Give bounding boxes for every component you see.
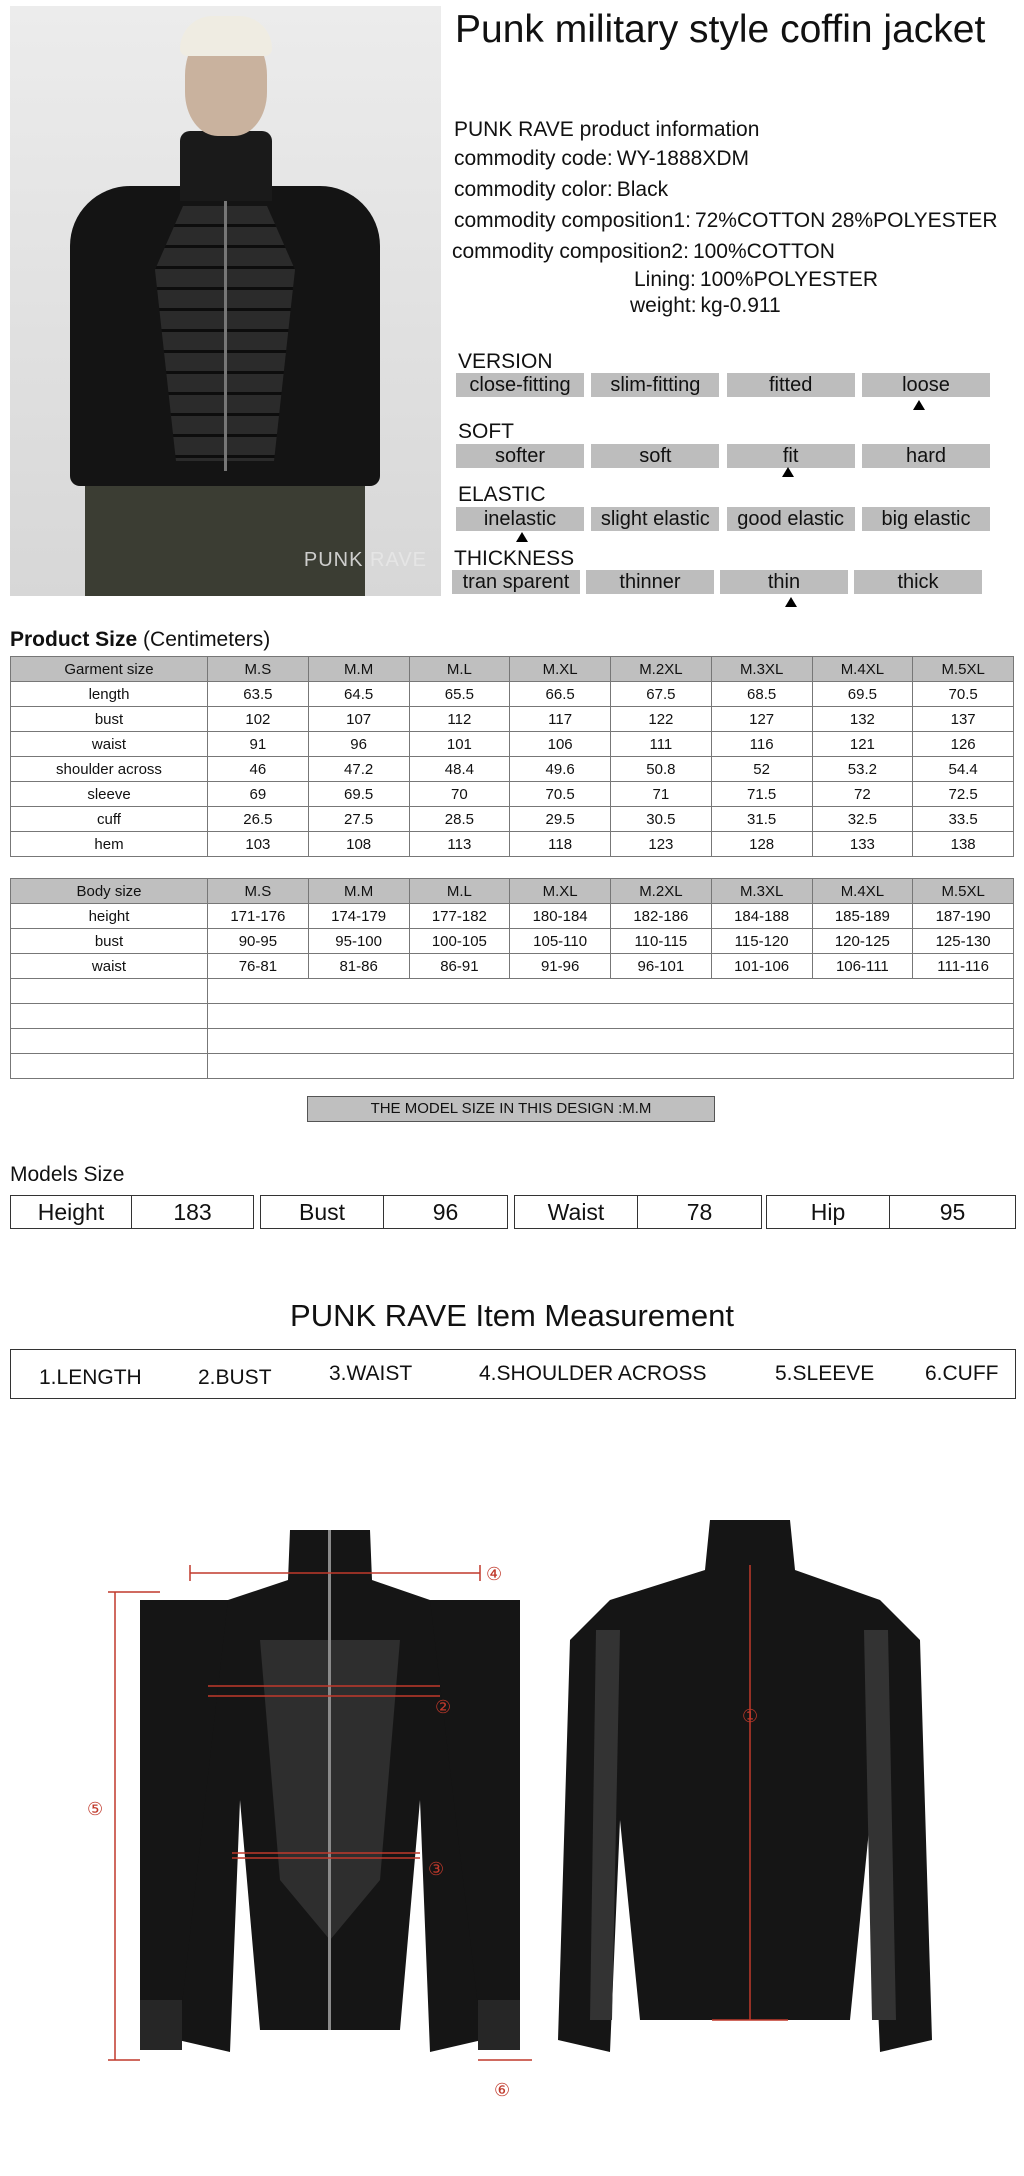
row-label: sleeve — [11, 782, 208, 807]
attr-version-scale — [456, 373, 990, 397]
model-photo — [10, 6, 441, 596]
scale-option: softer — [456, 444, 584, 468]
table-cell: 174-179 — [308, 904, 409, 929]
row-label: length — [11, 682, 208, 707]
scale-option: good elastic — [727, 507, 855, 531]
models-size-value: 78 — [686, 1199, 713, 1225]
selected-marker-icon — [516, 532, 528, 542]
table-header-cell: Garment size — [11, 657, 208, 682]
table-row — [11, 682, 1014, 707]
table-cell: 31.5 — [711, 807, 812, 832]
row-label: hem — [11, 832, 208, 857]
table-row — [11, 832, 1014, 857]
table-row — [11, 757, 1014, 782]
models-size-key: Height — [11, 1196, 132, 1228]
table-cell: 184-188 — [711, 904, 812, 929]
table-cell: 47.2 — [308, 757, 409, 782]
measurement-item: 6.CUFF — [925, 1362, 999, 1385]
scale-option: tran sparent — [452, 570, 580, 594]
table-cell: 122 — [611, 707, 712, 732]
marker-5: ⑤ — [87, 1799, 104, 1820]
info-weight — [630, 294, 781, 318]
table-header-cell: M.3XL — [711, 657, 812, 682]
model-hair — [180, 16, 272, 56]
info-value: kg-0.911 — [700, 294, 781, 317]
table-cell: 120-125 — [812, 929, 913, 954]
table-header-cell: M.5XL — [913, 879, 1014, 904]
empty-cell — [208, 1004, 1014, 1029]
table-cell: 70.5 — [913, 682, 1014, 707]
scale-option: thick — [854, 570, 982, 594]
table-cell: 103 — [208, 832, 309, 857]
info-composition2 — [452, 240, 835, 264]
table-header-cell: M.XL — [510, 879, 611, 904]
table-header-cell: M.2XL — [611, 657, 712, 682]
table-header-cell: M.4XL — [812, 879, 913, 904]
table-cell: 30.5 — [611, 807, 712, 832]
table-cell: 123 — [611, 832, 712, 857]
table-header-row — [11, 879, 1014, 904]
table-cell: 101 — [409, 732, 510, 757]
zipper — [224, 181, 227, 471]
body-size-table — [10, 878, 1014, 1079]
attr-version-label: VERSION — [458, 350, 553, 373]
table-cell: 81-86 — [308, 954, 409, 979]
jacket-back-diagram — [558, 1520, 932, 2052]
table-header-cell: M.3XL — [711, 879, 812, 904]
scale-option: fit — [727, 444, 855, 468]
measurement-item: 4.SHOULDER ACROSS — [479, 1362, 707, 1385]
empty-row — [11, 1029, 1014, 1054]
selected-marker-icon — [785, 597, 797, 607]
scale-option: soft — [591, 444, 719, 468]
table-cell: 132 — [812, 707, 913, 732]
measurement-item: 5.SLEEVE — [775, 1362, 875, 1385]
table-cell: 127 — [711, 707, 812, 732]
table-row — [11, 707, 1014, 732]
attr-elastic-label: ELASTIC — [458, 483, 546, 506]
table-cell: 108 — [308, 832, 409, 857]
scale-option: big elastic — [862, 507, 990, 531]
table-cell: 68.5 — [711, 682, 812, 707]
table-cell: 53.2 — [812, 757, 913, 782]
table-cell: 70 — [409, 782, 510, 807]
empty-cell — [11, 979, 208, 1004]
table-header-cell: M.M — [308, 879, 409, 904]
table-cell: 106 — [510, 732, 611, 757]
jacket-collar — [180, 131, 272, 201]
selected-marker-icon — [913, 400, 925, 410]
table-cell: 105-110 — [510, 929, 611, 954]
empty-cell — [11, 1029, 208, 1054]
table-cell: 111 — [611, 732, 712, 757]
table-cell: 72.5 — [913, 782, 1014, 807]
table-header-cell: M.2XL — [611, 879, 712, 904]
table-header-cell: M.L — [409, 879, 510, 904]
attr-soft-scale — [456, 444, 990, 468]
table-cell: 133 — [812, 832, 913, 857]
row-label: shoulder across — [11, 757, 208, 782]
table-cell: 101-106 — [711, 954, 812, 979]
table-cell: 72 — [812, 782, 913, 807]
table-header-cell: M.S — [208, 879, 309, 904]
info-value: 72%COTTON 28%POLYESTER — [694, 209, 998, 232]
models-size-key: Hip — [767, 1196, 890, 1228]
table-cell: 49.6 — [510, 757, 611, 782]
info-label: weight: — [630, 294, 697, 317]
table-cell: 69 — [208, 782, 309, 807]
empty-cell — [208, 979, 1014, 1004]
empty-cell — [208, 1054, 1014, 1079]
measurement-item: 1.LENGTH — [39, 1366, 142, 1389]
attr-soft-label: SOFT — [458, 420, 514, 443]
table-cell: 115-120 — [711, 929, 812, 954]
table-cell: 171-176 — [208, 904, 309, 929]
info-value: 100%COTTON — [692, 240, 835, 263]
row-label: bust — [11, 929, 208, 954]
table-cell: 91-96 — [510, 954, 611, 979]
models-size-waist — [514, 1195, 762, 1229]
table-cell: 52 — [711, 757, 812, 782]
table-row — [11, 929, 1014, 954]
models-size-label: Models Size — [10, 1163, 125, 1186]
models-size-value: 183 — [173, 1199, 212, 1225]
scale-option: inelastic — [456, 507, 584, 531]
table-cell: 138 — [913, 832, 1014, 857]
table-cell: 187-190 — [913, 904, 1014, 929]
row-label: waist — [11, 954, 208, 979]
empty-row — [11, 1004, 1014, 1029]
table-cell: 125-130 — [913, 929, 1014, 954]
scale-option: fitted — [727, 373, 855, 397]
table-cell: 137 — [913, 707, 1014, 732]
models-size-key: Bust — [261, 1196, 384, 1228]
table-cell: 69.5 — [308, 782, 409, 807]
table-cell: 118 — [510, 832, 611, 857]
attr-elastic-scale — [456, 507, 990, 531]
info-code — [454, 147, 749, 171]
product-size-unit: (Centimeters) — [143, 628, 271, 651]
table-header-cell: M.S — [208, 657, 309, 682]
table-header-cell: M.5XL — [913, 657, 1014, 682]
marker-6: ⑥ — [494, 2080, 511, 2100]
row-label: waist — [11, 732, 208, 757]
scale-option: thinner — [586, 570, 714, 594]
table-cell: 65.5 — [409, 682, 510, 707]
table-cell: 50.8 — [611, 757, 712, 782]
attr-thickness-label: THICKNESS — [454, 547, 575, 570]
marker-1: ① — [742, 1706, 759, 1727]
info-label: commodity composition2: — [452, 240, 689, 263]
table-cell: 71.5 — [711, 782, 812, 807]
scale-option: loose — [862, 373, 990, 397]
table-cell: 90-95 — [208, 929, 309, 954]
measurement-item: 2.BUST — [198, 1366, 272, 1389]
info-lining — [634, 268, 878, 292]
table-cell: 185-189 — [812, 904, 913, 929]
page-title: Punk military style coffin jacket — [455, 8, 986, 51]
models-size-bust — [260, 1195, 508, 1229]
table-cell: 177-182 — [409, 904, 510, 929]
info-color — [454, 178, 668, 202]
empty-cell — [208, 1029, 1014, 1054]
table-cell: 180-184 — [510, 904, 611, 929]
table-header-cell: M.4XL — [812, 657, 913, 682]
info-label: commodity composition1: — [454, 209, 691, 232]
table-cell: 29.5 — [510, 807, 611, 832]
models-size-value: 96 — [432, 1199, 459, 1225]
table-cell: 70.5 — [510, 782, 611, 807]
empty-row — [11, 979, 1014, 1004]
empty-row — [11, 1054, 1014, 1079]
table-cell: 117 — [510, 707, 611, 732]
marker-2: ② — [435, 1697, 452, 1718]
measurement-legend — [10, 1349, 1016, 1399]
table-cell: 102 — [208, 707, 309, 732]
marker-4: ④ — [486, 1564, 503, 1585]
table-cell: 54.4 — [913, 757, 1014, 782]
scale-option: slight elastic — [591, 507, 719, 531]
table-cell: 66.5 — [510, 682, 611, 707]
row-label: height — [11, 904, 208, 929]
empty-cell — [11, 1004, 208, 1029]
table-cell: 116 — [711, 732, 812, 757]
info-label: commodity color: — [454, 178, 613, 201]
table-cell: 27.5 — [308, 807, 409, 832]
table-header-cell: M.M — [308, 657, 409, 682]
models-size-value: 95 — [939, 1199, 966, 1225]
table-row — [11, 807, 1014, 832]
scale-option: close-fitting — [456, 373, 584, 397]
info-label: Lining: — [634, 268, 696, 291]
table-cell: 69.5 — [812, 682, 913, 707]
measurement-title: PUNK RAVE Item Measurement — [290, 1298, 734, 1333]
info-value: Black — [616, 178, 669, 201]
model-pants — [85, 476, 365, 596]
model-size-note: THE MODEL SIZE IN THIS DESIGN :M.M — [307, 1096, 715, 1122]
table-row — [11, 732, 1014, 757]
table-cell: 100-105 — [409, 929, 510, 954]
table-cell: 33.5 — [913, 807, 1014, 832]
table-cell: 111-116 — [913, 954, 1014, 979]
table-cell: 128 — [711, 832, 812, 857]
info-value: 100%POLYESTER — [699, 268, 879, 291]
photo-watermark: PUNK RAVE — [303, 549, 427, 571]
info-value: WY-1888XDM — [616, 147, 750, 170]
product-size-table — [10, 656, 1014, 857]
row-label: bust — [11, 707, 208, 732]
table-cell: 48.4 — [409, 757, 510, 782]
table-row — [11, 782, 1014, 807]
table-cell: 71 — [611, 782, 712, 807]
product-size-title — [10, 628, 270, 652]
table-cell: 113 — [409, 832, 510, 857]
table-header-cell: M.L — [409, 657, 510, 682]
table-cell: 91 — [208, 732, 309, 757]
table-cell: 121 — [812, 732, 913, 757]
table-cell: 76-81 — [208, 954, 309, 979]
table-header-row — [11, 657, 1014, 682]
models-size-height — [10, 1195, 254, 1229]
scale-option: thin — [720, 570, 848, 594]
table-row — [11, 904, 1014, 929]
empty-cell — [11, 1054, 208, 1079]
info-label: commodity code: — [454, 147, 613, 170]
info-heading: PUNK RAVE product information — [454, 118, 760, 141]
table-cell: 110-115 — [611, 929, 712, 954]
table-cell: 182-186 — [611, 904, 712, 929]
table-cell: 112 — [409, 707, 510, 732]
table-cell: 67.5 — [611, 682, 712, 707]
table-cell: 96 — [308, 732, 409, 757]
table-cell: 107 — [308, 707, 409, 732]
info-composition1 — [454, 209, 998, 233]
table-cell: 63.5 — [208, 682, 309, 707]
product-size-heading: Product Size — [10, 628, 138, 651]
jacket-front-diagram — [140, 1530, 520, 2052]
row-label: cuff — [11, 807, 208, 832]
table-cell: 126 — [913, 732, 1014, 757]
models-size-hip — [766, 1195, 1016, 1229]
scale-option: hard — [862, 444, 990, 468]
table-cell: 96-101 — [611, 954, 712, 979]
table-row — [11, 954, 1014, 979]
selected-marker-icon — [782, 467, 794, 477]
table-cell: 28.5 — [409, 807, 510, 832]
measurement-diagram — [0, 1500, 1024, 2100]
models-size-key: Waist — [515, 1196, 638, 1228]
table-cell: 64.5 — [308, 682, 409, 707]
table-cell: 32.5 — [812, 807, 913, 832]
scale-option: slim-fitting — [591, 373, 719, 397]
measurement-item: 3.WAIST — [329, 1362, 413, 1385]
table-cell: 95-100 — [308, 929, 409, 954]
table-cell: 26.5 — [208, 807, 309, 832]
table-cell: 46 — [208, 757, 309, 782]
table-header-cell: Body size — [11, 879, 208, 904]
table-header-cell: M.XL — [510, 657, 611, 682]
attr-thickness-scale — [452, 570, 982, 594]
table-cell: 86-91 — [409, 954, 510, 979]
marker-3: ③ — [428, 1859, 445, 1880]
table-cell: 106-111 — [812, 954, 913, 979]
